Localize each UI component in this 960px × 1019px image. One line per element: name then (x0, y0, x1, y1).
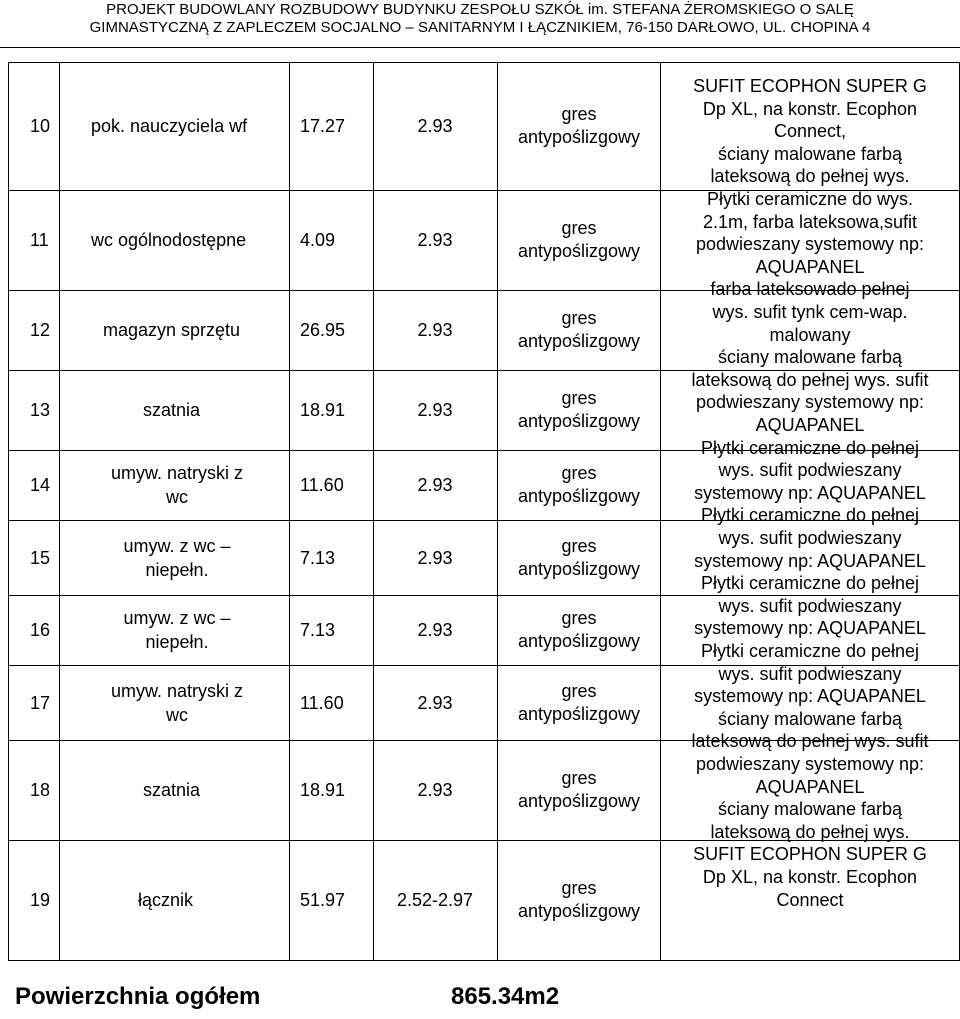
column-divider (59, 62, 60, 960)
room-number: 17 (30, 692, 51, 713)
room-name-line-1: umyw. natryski z (110, 463, 244, 483)
room-number: 19 (30, 890, 51, 910)
room-height: 2.52-2.97 (396, 890, 474, 910)
wall-ceiling-finish-line: AQUAPANEL (755, 415, 865, 435)
wall-ceiling-finish-line: farba lateksowado pełnej (710, 279, 910, 300)
floor-finish-line-2: antypoślizgowy (517, 703, 641, 724)
floor-finish-line-1: gres (561, 308, 597, 328)
wall-ceiling-finish-line: lateksową do pełnej wys. (710, 821, 910, 842)
floor-finish-line-1: gres (561, 878, 597, 898)
wall-ceiling-finish-line: Płytki ceramiczne do pełnej (700, 573, 920, 594)
wall-ceiling-finish-line: Connect, (773, 121, 847, 142)
wall-ceiling-finish-line: wys. sufit podwieszany (718, 460, 902, 481)
room-area: 11.60 (300, 475, 344, 495)
room-height: 2.93 (417, 620, 453, 640)
room-name: magazyn sprzętu (103, 320, 241, 340)
total-area-label: Powierzchnia ogółem (15, 983, 261, 1010)
wall-ceiling-finish-line: SUFIT ECOPHON SUPER G (693, 76, 927, 96)
room-number: 12 (30, 320, 51, 340)
room-number: 10 (30, 116, 51, 136)
wall-ceiling-finish-line: ściany malowane farbą (717, 143, 903, 164)
column-divider (373, 62, 374, 960)
wall-ceiling-finish-line: SUFIT ECOPHON SUPER G (693, 844, 927, 865)
floor-finish-line-2: antypoślizgowy (517, 331, 641, 351)
room-name-line-2: niepełn. (145, 632, 209, 652)
room-number: 11 (30, 230, 49, 250)
wall-ceiling-finish-line: wys. sufit podwieszany (718, 663, 902, 684)
room-height: 2.93 (417, 547, 453, 568)
room-name-line-1: umyw. z wc – (123, 535, 231, 556)
wall-ceiling-finish-line: systemowy np: AQUAPANEL (694, 618, 926, 639)
room-area: 18.91 (300, 780, 346, 800)
wall-ceiling-finish-line: ściany malowane farbą (717, 708, 903, 729)
room-height: 2.93 (417, 780, 453, 800)
wall-ceiling-finish-line: malowany (769, 324, 851, 345)
room-name-line-1: umyw. natryski z (110, 680, 244, 701)
room-name: łącznik (138, 890, 194, 910)
wall-ceiling-finish-line: AQUAPANEL (755, 256, 865, 277)
wall-ceiling-finish-line: 2.1m, farba lateksowa,sufit (702, 211, 918, 232)
room-height: 2.93 (417, 230, 453, 250)
wall-ceiling-finish-line: lateksową do pełnej wys. (710, 166, 910, 187)
room-area: 7.13 (300, 620, 336, 640)
room-area: 11.60 (300, 692, 344, 713)
room-height: 2.93 (417, 692, 453, 713)
wall-ceiling-finish-line: Płytki ceramiczne do wys. (706, 189, 914, 209)
floor-finish-line-2: antypoślizgowy (517, 558, 641, 579)
document-header (0, 0, 960, 48)
wall-ceiling-finish-line: lateksową do pełnej wys. sufit (691, 731, 929, 752)
wall-ceiling-finish-line: wys. sufit podwieszany (718, 595, 902, 616)
room-area: 17.27 (300, 116, 346, 136)
room-number: 14 (30, 475, 51, 495)
room-number: 13 (30, 400, 51, 420)
wall-ceiling-finish-line: podwieszany systemowy np: (695, 754, 925, 774)
room-area: 18.91 (300, 400, 346, 420)
wall-ceiling-finish-line: ściany malowane farbą (717, 347, 903, 368)
room-name-line-2: wc (166, 704, 188, 725)
floor-finish-line-2: antypoślizgowy (517, 411, 641, 431)
wall-ceiling-finish-line: systemowy np: AQUAPANEL (694, 550, 926, 571)
wall-ceiling-finish-line: podwieszany systemowy np: (695, 234, 925, 255)
total-area-value: 865.34m2 (451, 983, 560, 1010)
room-height: 2.93 (417, 400, 453, 420)
room-number: 16 (30, 620, 51, 640)
room-area: 4.09 (300, 230, 336, 250)
room-name-line-2: niepełn. (145, 559, 209, 580)
room-number: 18 (30, 780, 51, 800)
wall-ceiling-finish-line: ściany malowane farbą (717, 799, 903, 820)
row-divider (8, 62, 960, 63)
room-name: szatnia (143, 780, 201, 800)
room-area: 51.97 (300, 890, 346, 910)
room-area: 7.13 (300, 547, 336, 568)
wall-ceiling-finish-line: Dp XL, na konstr. Ecophon (702, 867, 918, 887)
room-height: 2.93 (417, 320, 453, 340)
column-divider (8, 62, 9, 960)
wall-ceiling-finish-line: Płytki ceramiczne do pełnej (700, 641, 920, 661)
floor-finish-line-2: antypoślizgowy (517, 631, 641, 651)
room-name: pok. nauczyciela wf (91, 116, 248, 136)
header-line-1: PROJEKT BUDOWLANY ROZBUDOWY BUDYNKU ZESPOŁU SZKÓŁ im. STEFANA ŻEROMSKIEGO O SALĘ (106, 1, 854, 18)
wall-ceiling-finish-line: wys. sufit tynk cem-wap. (712, 302, 908, 322)
floor-finish-line-1: gres (561, 388, 597, 408)
floor-finish-line-1: gres (561, 104, 597, 124)
floor-finish-line-2: antypoślizgowy (517, 486, 641, 506)
floor-finish-line-2: antypoślizgowy (517, 901, 641, 921)
wall-ceiling-finish-line: Connect (776, 889, 844, 910)
floor-finish-line-2: antypoślizgowy (517, 241, 641, 261)
wall-ceiling-finish-line: lateksową do pełnej wys. sufit (691, 369, 929, 390)
header-line-2: GIMNASTYCZNĄ Z ZAPLECZEM SOCJALNO – SANITARNYM I ŁĄCZNIKIEM, 76-150 DARŁOWO, UL. CHOPINA 4 (89, 19, 871, 36)
wall-ceiling-finish-line: Płytki ceramiczne do pełnej (700, 505, 920, 526)
floor-finish-line-1: gres (561, 463, 597, 483)
wall-ceiling-finish-line: wys. sufit podwieszany (718, 528, 902, 548)
room-height: 2.93 (417, 116, 453, 136)
floor-finish-line-2: antypoślizgowy (517, 791, 641, 811)
floor-finish-line-1: gres (561, 218, 597, 238)
room-number: 15 (30, 547, 51, 568)
wall-ceiling-finish-line: podwieszany systemowy np: (695, 392, 925, 413)
room-area: 26.95 (300, 320, 346, 340)
floor-finish-line-1: gres (561, 680, 597, 701)
room-name: wc ogólnodostępne (91, 230, 247, 250)
room-name: szatnia (143, 400, 201, 420)
wall-ceiling-finish-line: Płytki ceramiczne do pełnej (700, 437, 920, 458)
column-divider (497, 62, 498, 960)
floor-finish-line-1: gres (561, 608, 597, 628)
room-name-line-2: wc (166, 487, 188, 507)
room-height: 2.93 (417, 475, 453, 495)
room-name-line-1: umyw. z wc – (123, 608, 231, 628)
floor-finish-line-2: antypoślizgowy (517, 127, 641, 147)
column-divider (289, 62, 290, 960)
wall-ceiling-finish-line: AQUAPANEL (755, 776, 865, 797)
floor-finish-line-1: gres (561, 768, 597, 788)
row-divider (8, 960, 960, 961)
floor-finish-line-1: gres (561, 535, 597, 556)
wall-ceiling-finish-line: systemowy np: AQUAPANEL (694, 482, 926, 503)
wall-ceiling-finish-line: systemowy np: AQUAPANEL (694, 686, 926, 707)
wall-ceiling-finish-line: Dp XL, na konstr. Ecophon (702, 98, 918, 119)
